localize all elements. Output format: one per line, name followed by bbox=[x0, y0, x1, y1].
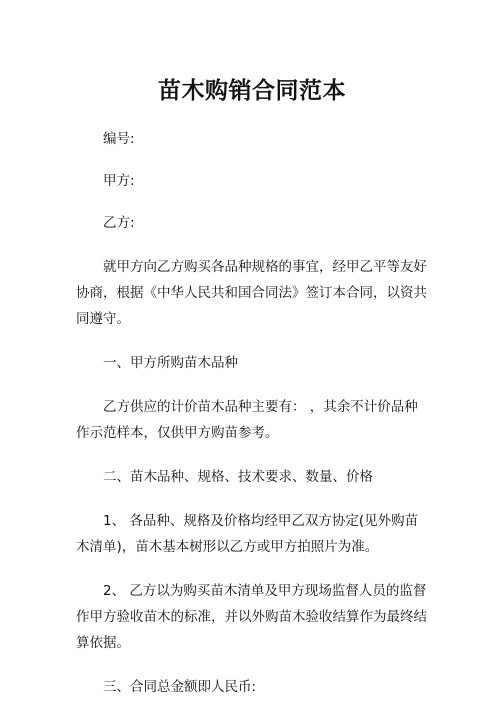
party-a-field: 甲方: bbox=[103, 172, 135, 189]
intro-paragraph: 就甲方向乙方购买各品种规格的事宜，经甲乙平等友好协商，根据《中华人民共和国合同法》签订本合同，以资共同遵守。 bbox=[76, 258, 427, 327]
section-2-heading: 二、苗木品种、规格、技术要求、数量、价格 bbox=[103, 468, 373, 485]
document-title: 苗木购销合同范本 bbox=[158, 78, 346, 104]
section-2-item-2: 2、 乙方以为购买苗木清单及甲方现场监督人员的监督作甲方验收苗木的标准，并以外购苗木验收结算作为最终结算依据。 bbox=[76, 582, 427, 651]
party-b-field: 乙方: bbox=[103, 214, 135, 231]
contract-number-field: 编号: bbox=[103, 130, 135, 147]
section-3-heading: 三、合同总金额即人民币: bbox=[103, 678, 257, 695]
section-1-paragraph: 乙方供应的计价苗木品种主要有： ，其余不计价品种作示范样本，仅供甲方购苗参考。 bbox=[76, 398, 418, 441]
section-1-heading: 一、甲方所购苗木品种 bbox=[103, 354, 238, 371]
section-2-item-1: 1、 各品种、规格及价格均经甲乙双方协定(见外购苗木清单)，苗木基本树形以乙方或甲方拍照片为准。 bbox=[76, 512, 419, 555]
